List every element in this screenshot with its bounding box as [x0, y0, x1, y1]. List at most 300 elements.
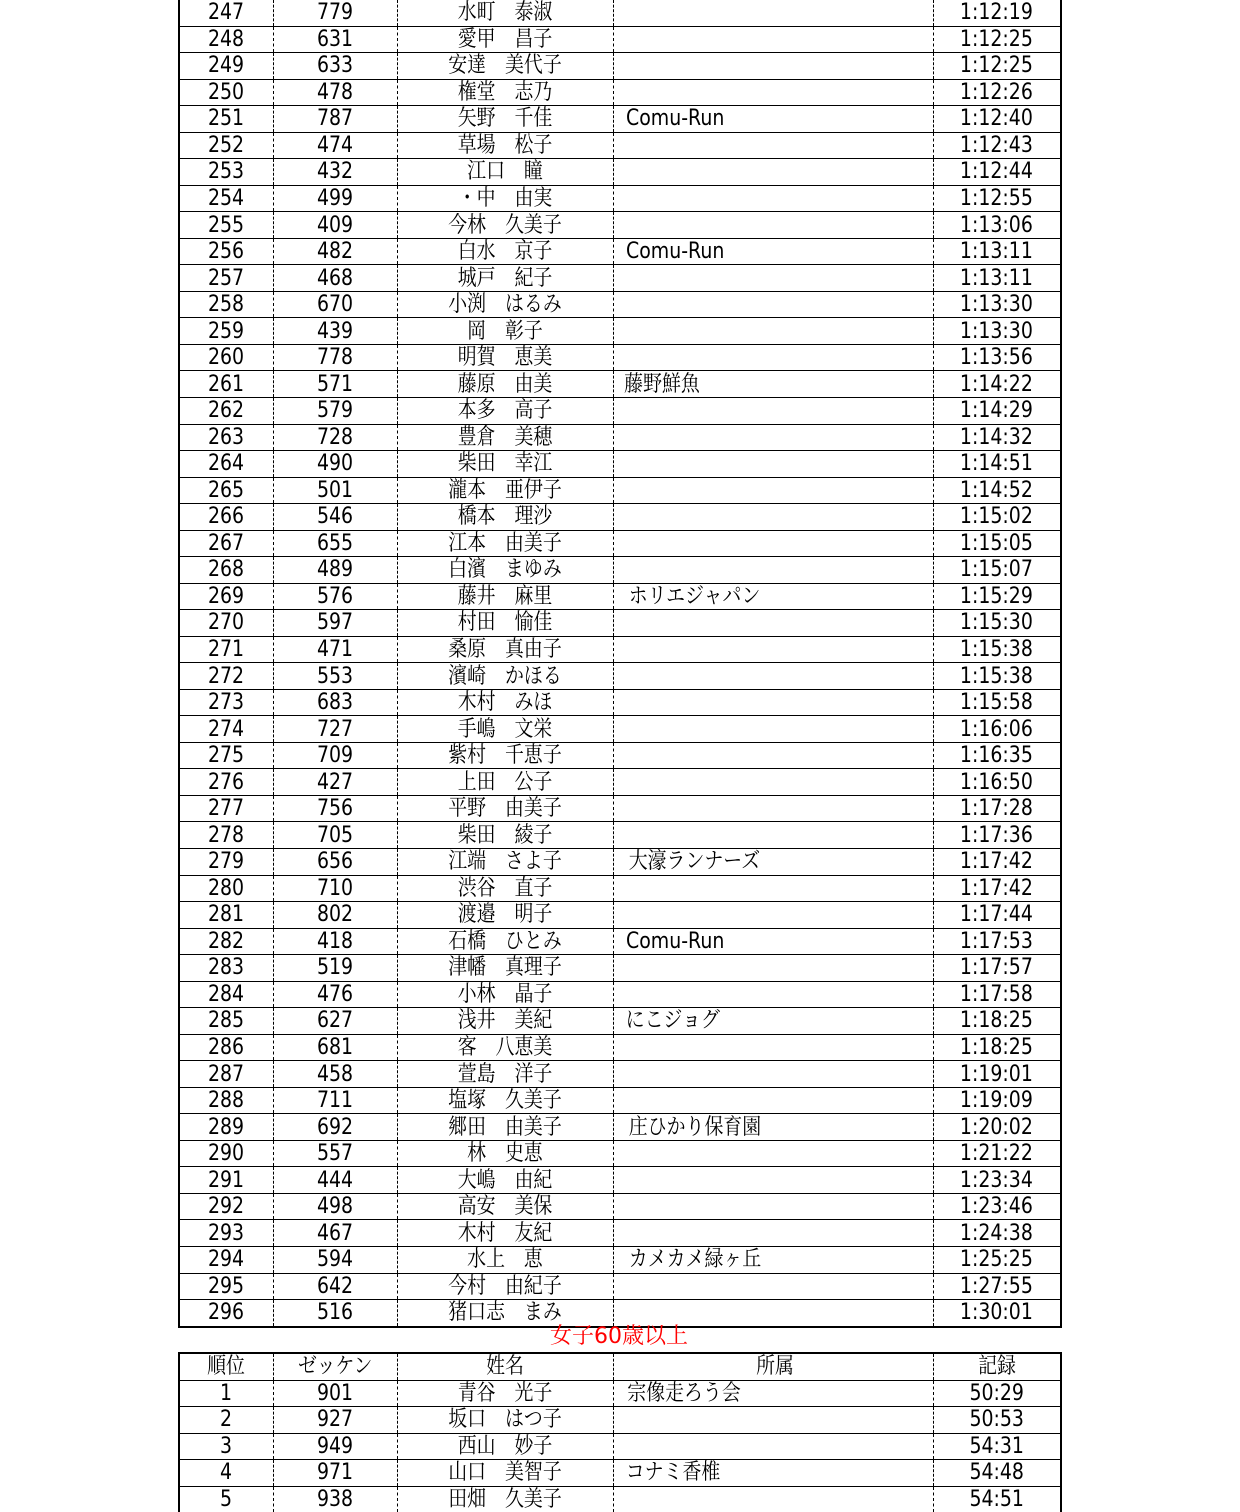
bib-text: 478 — [316, 79, 354, 105]
time-text: 54:48 — [969, 1460, 1025, 1486]
cell-rank — [179, 1114, 273, 1141]
cell-time — [933, 79, 1061, 106]
cell-club — [613, 1140, 933, 1167]
cell-time — [933, 822, 1061, 849]
cell-name — [397, 742, 613, 769]
cell-rank — [179, 344, 273, 371]
cell-name — [397, 1380, 613, 1407]
table-row — [179, 1193, 1061, 1220]
rank-text: 254 — [208, 185, 245, 211]
rank-text: 263 — [208, 424, 245, 450]
table-row — [179, 636, 1061, 663]
bib-text: 802 — [316, 902, 354, 928]
cell-club — [613, 1061, 933, 1088]
cell-rank — [179, 795, 273, 822]
cell-time — [933, 981, 1061, 1008]
table-row — [179, 981, 1061, 1008]
bib-text: 458 — [316, 1061, 354, 1087]
table-row — [179, 1486, 1061, 1512]
cell-name — [397, 636, 613, 663]
header-time: 記録 — [933, 1353, 1061, 1380]
cell-rank — [179, 1300, 273, 1327]
name-text: 今林 久美子 — [448, 212, 562, 238]
cell-rank — [179, 318, 273, 345]
cell-club — [613, 1300, 933, 1327]
time-text: 1:14:51 — [960, 451, 1034, 477]
time-text: 1:19:09 — [960, 1088, 1034, 1114]
name-text: 本多 高子 — [457, 398, 553, 424]
cell-club — [613, 1380, 933, 1407]
name-text: 林 史恵 — [467, 1141, 543, 1167]
time-text: 1:12:19 — [960, 0, 1034, 26]
cell-club — [613, 1008, 933, 1035]
bib-text: 778 — [316, 345, 354, 371]
cell-bib — [273, 451, 397, 478]
bib-text: 670 — [316, 292, 354, 318]
cell-club — [613, 875, 933, 902]
table-row — [179, 1087, 1061, 1114]
rank-text: 279 — [208, 849, 245, 875]
cell-name — [397, 1300, 613, 1327]
table-row — [179, 1114, 1061, 1141]
name-text: ・中 由実 — [457, 185, 553, 211]
cell-club — [613, 1167, 933, 1194]
table-row — [179, 610, 1061, 637]
cell-time — [933, 955, 1061, 982]
rank-text: 273 — [208, 690, 245, 716]
table-row — [179, 1167, 1061, 1194]
name-text: 白濱 まゆみ — [448, 557, 562, 583]
table-row — [179, 849, 1061, 876]
cell-time — [933, 557, 1061, 584]
bib-text: 471 — [316, 637, 354, 663]
section-title: 女子60歳以上 — [550, 1324, 688, 1349]
table-row — [179, 557, 1061, 584]
cell-bib — [273, 1008, 397, 1035]
cell-bib — [273, 0, 397, 26]
bib-text: 683 — [316, 690, 354, 716]
cell-club — [613, 795, 933, 822]
cell-name — [397, 265, 613, 292]
cell-rank — [179, 1140, 273, 1167]
rank-text: 281 — [208, 902, 245, 928]
over60-table-body — [179, 1353, 1061, 1512]
cell-rank — [179, 610, 273, 637]
bib-text: 927 — [316, 1407, 354, 1433]
bib-text: 467 — [316, 1220, 354, 1246]
cell-club — [613, 477, 933, 504]
table-row — [179, 424, 1061, 451]
cell-name — [397, 875, 613, 902]
cell-name — [397, 212, 613, 239]
name-text: 城戸 紀子 — [457, 265, 553, 291]
results-table — [178, 0, 1062, 1328]
time-text: 1:16:50 — [960, 769, 1034, 795]
cell-name — [397, 1087, 613, 1114]
cell-bib — [273, 1380, 397, 1407]
name-text: 田畑 久美子 — [448, 1486, 562, 1512]
cell-rank — [179, 1380, 273, 1407]
cell-club — [613, 371, 933, 398]
cell-bib — [273, 238, 397, 265]
cell-name — [397, 1273, 613, 1300]
rank-text: 269 — [208, 583, 245, 609]
cell-time — [933, 424, 1061, 451]
bib-text: 705 — [316, 822, 354, 848]
time-text: 1:15:30 — [960, 610, 1034, 636]
cell-time — [933, 53, 1061, 80]
cell-time — [933, 106, 1061, 133]
name-text: 橋本 理沙 — [457, 504, 553, 530]
club-text: にこジョグ — [625, 1008, 720, 1034]
time-text: 1:17:53 — [960, 928, 1034, 954]
cell-bib — [273, 397, 397, 424]
cell-time — [933, 1193, 1061, 1220]
bib-text: 787 — [316, 106, 354, 132]
cell-rank — [179, 902, 273, 929]
cell-bib — [273, 636, 397, 663]
name-text: 高安 美保 — [457, 1194, 553, 1220]
rank-text: 248 — [208, 26, 245, 52]
over60-results-table — [178, 1352, 1062, 1512]
bib-text: 474 — [316, 132, 354, 158]
table-row — [179, 1433, 1061, 1460]
cell-bib — [273, 291, 397, 318]
cell-bib — [273, 344, 397, 371]
cell-name — [397, 79, 613, 106]
cell-time — [933, 1486, 1061, 1512]
bib-text: 949 — [316, 1433, 354, 1459]
name-text: 西山 妙子 — [457, 1433, 553, 1459]
bib-text: 499 — [316, 185, 354, 211]
cell-club — [613, 1273, 933, 1300]
bib-text: 519 — [316, 955, 354, 981]
name-text: 小渕 はるみ — [448, 292, 562, 318]
cell-time — [933, 291, 1061, 318]
cell-club — [613, 1034, 933, 1061]
cell-rank — [179, 849, 273, 876]
rank-text: 270 — [208, 610, 245, 636]
cell-time — [933, 159, 1061, 186]
cell-name — [397, 106, 613, 133]
cell-club — [613, 1193, 933, 1220]
rank-text: 286 — [208, 1034, 245, 1060]
cell-club — [613, 849, 933, 876]
cell-rank — [179, 530, 273, 557]
cell-club — [613, 610, 933, 637]
cell-time — [933, 530, 1061, 557]
cell-time — [933, 849, 1061, 876]
cell-name — [397, 557, 613, 584]
cell-name — [397, 1486, 613, 1512]
bib-text: 633 — [316, 53, 354, 79]
bib-text: 656 — [316, 849, 354, 875]
table-row — [179, 212, 1061, 239]
cell-club — [613, 318, 933, 345]
cell-rank — [179, 822, 273, 849]
name-text: 柴田 幸江 — [457, 451, 553, 477]
bib-text: 476 — [316, 981, 354, 1007]
cell-rank — [179, 132, 273, 159]
cell-rank — [179, 742, 273, 769]
table-row — [179, 504, 1061, 531]
cell-name — [397, 424, 613, 451]
time-text: 1:21:22 — [960, 1141, 1034, 1167]
cell-time — [933, 716, 1061, 743]
cell-name — [397, 981, 613, 1008]
cell-club — [613, 742, 933, 769]
cell-time — [933, 902, 1061, 929]
cell-bib — [273, 849, 397, 876]
cell-bib — [273, 477, 397, 504]
table-row — [179, 689, 1061, 716]
rank-text: 267 — [208, 530, 245, 556]
cell-club — [613, 79, 933, 106]
bib-text: 631 — [316, 26, 354, 52]
cell-bib — [273, 132, 397, 159]
rank-text: 255 — [208, 212, 245, 238]
rank-text: 276 — [208, 769, 245, 795]
header-rank: 順位 — [179, 1353, 273, 1380]
club-text: 藤野鮮魚 — [623, 371, 700, 397]
time-text: 1:13:56 — [960, 345, 1034, 371]
cell-bib — [273, 610, 397, 637]
bib-text: 439 — [316, 318, 354, 344]
table-row — [179, 1380, 1061, 1407]
cell-club — [613, 1087, 933, 1114]
bib-text: 546 — [316, 504, 354, 530]
table-row — [179, 106, 1061, 133]
cell-bib — [273, 424, 397, 451]
bib-text: 432 — [316, 159, 354, 185]
cell-name — [397, 1140, 613, 1167]
cell-rank — [179, 1407, 273, 1434]
cell-bib — [273, 1460, 397, 1487]
cell-rank — [179, 212, 273, 239]
cell-name — [397, 1460, 613, 1487]
table-header-row — [179, 1353, 1061, 1380]
name-text: 津幡 真理子 — [448, 955, 562, 981]
bib-text: 418 — [316, 928, 354, 954]
cell-club — [613, 53, 933, 80]
name-text: 桑原 真由子 — [448, 637, 562, 663]
cell-club — [613, 663, 933, 690]
cell-club — [613, 106, 933, 133]
cell-bib — [273, 159, 397, 186]
time-text: 1:16:35 — [960, 743, 1034, 769]
cell-club — [613, 212, 933, 239]
rank-text: 293 — [208, 1220, 245, 1246]
cell-name — [397, 238, 613, 265]
cell-rank — [179, 955, 273, 982]
cell-rank — [179, 1273, 273, 1300]
cell-bib — [273, 1220, 397, 1247]
time-text: 1:15:05 — [960, 530, 1034, 556]
cell-name — [397, 0, 613, 26]
table-row — [179, 79, 1061, 106]
table-row — [179, 1061, 1061, 1088]
rank-text: 287 — [208, 1061, 245, 1087]
bib-text: 779 — [316, 0, 354, 26]
rank-text: 264 — [208, 451, 245, 477]
time-text: 1:14:52 — [960, 477, 1034, 503]
time-text: 1:16:06 — [960, 716, 1034, 742]
time-text: 1:17:44 — [960, 902, 1034, 928]
cell-bib — [273, 583, 397, 610]
cell-name — [397, 1407, 613, 1434]
name-text: 郷田 由美子 — [448, 1114, 562, 1140]
name-text: 塩塚 久美子 — [448, 1088, 562, 1114]
table-row — [179, 1034, 1061, 1061]
name-text: 水上 恵 — [467, 1247, 543, 1273]
cell-time — [933, 185, 1061, 212]
cell-bib — [273, 742, 397, 769]
cell-name — [397, 716, 613, 743]
time-text: 1:17:42 — [960, 875, 1034, 901]
rank-text: 285 — [208, 1008, 245, 1034]
time-text: 1:18:25 — [960, 1034, 1034, 1060]
cell-rank — [179, 53, 273, 80]
cell-name — [397, 1220, 613, 1247]
name-text: 安達 美代子 — [448, 53, 562, 79]
cell-club — [613, 1433, 933, 1460]
cell-bib — [273, 1034, 397, 1061]
table-row — [179, 318, 1061, 345]
rank-text: 247 — [208, 0, 245, 26]
header-bib: ゼッケン — [273, 1353, 397, 1380]
rank-text: 271 — [208, 637, 245, 663]
table-row — [179, 716, 1061, 743]
cell-club — [613, 451, 933, 478]
rank-text: 258 — [208, 292, 245, 318]
cell-bib — [273, 1273, 397, 1300]
cell-rank — [179, 26, 273, 53]
cell-time — [933, 1300, 1061, 1327]
cell-time — [933, 238, 1061, 265]
time-text: 50:53 — [969, 1407, 1025, 1433]
name-text: 萱島 洋子 — [457, 1061, 553, 1087]
cell-time — [933, 1407, 1061, 1434]
cell-time — [933, 1460, 1061, 1487]
cell-bib — [273, 902, 397, 929]
cell-time — [933, 504, 1061, 531]
results-table-body — [179, 0, 1061, 1327]
table-row — [179, 185, 1061, 212]
cell-rank — [179, 397, 273, 424]
time-text: 1:13:11 — [960, 239, 1034, 265]
cell-bib — [273, 981, 397, 1008]
club-text: カメカメ緑ヶ丘 — [628, 1247, 761, 1273]
cell-time — [933, 1220, 1061, 1247]
cell-time — [933, 769, 1061, 796]
rank-text: 288 — [208, 1088, 245, 1114]
cell-club — [613, 530, 933, 557]
name-text: 江口 瞳 — [467, 159, 543, 185]
time-text: 1:15:02 — [960, 504, 1034, 530]
rank-text: 295 — [208, 1273, 245, 1299]
table-row — [179, 822, 1061, 849]
name-text: 上田 公子 — [457, 769, 553, 795]
cell-name — [397, 1061, 613, 1088]
time-text: 1:12:40 — [960, 106, 1034, 132]
time-text: 1:12:43 — [960, 132, 1034, 158]
time-text: 1:23:34 — [960, 1167, 1034, 1193]
name-text: 客 八恵美 — [457, 1034, 553, 1060]
table-row — [179, 0, 1061, 26]
time-text: 1:13:06 — [960, 212, 1034, 238]
bib-text: 490 — [316, 451, 354, 477]
cell-bib — [273, 689, 397, 716]
cell-club — [613, 902, 933, 929]
cell-rank — [179, 1034, 273, 1061]
cell-bib — [273, 26, 397, 53]
cell-club — [613, 583, 933, 610]
bib-text: 709 — [316, 743, 354, 769]
cell-time — [933, 1034, 1061, 1061]
time-text: 1:18:25 — [960, 1008, 1034, 1034]
bib-text: 627 — [316, 1008, 354, 1034]
cell-club — [613, 185, 933, 212]
time-text: 1:12:25 — [960, 26, 1034, 52]
cell-rank — [179, 371, 273, 398]
name-text: 明賀 恵美 — [457, 345, 553, 371]
cell-name — [397, 451, 613, 478]
rank-text: 274 — [208, 716, 245, 742]
cell-bib — [273, 663, 397, 690]
table-row — [179, 132, 1061, 159]
cell-time — [933, 477, 1061, 504]
cell-name — [397, 26, 613, 53]
cell-bib — [273, 212, 397, 239]
bib-text: 557 — [316, 1141, 354, 1167]
cell-rank — [179, 636, 273, 663]
cell-rank — [179, 424, 273, 451]
cell-rank — [179, 583, 273, 610]
name-text: 白水 京子 — [457, 239, 553, 265]
bib-text: 642 — [316, 1273, 354, 1299]
name-text: 浅井 美紀 — [457, 1008, 553, 1034]
cell-bib — [273, 955, 397, 982]
name-text: 手嶋 文栄 — [457, 716, 553, 742]
club-text: Comu-Run — [625, 928, 724, 954]
rank-text: 284 — [208, 981, 245, 1007]
rank-text: 253 — [208, 159, 245, 185]
cell-bib — [273, 318, 397, 345]
bib-text: 427 — [316, 769, 354, 795]
cell-rank — [179, 1087, 273, 1114]
table-row — [179, 1300, 1061, 1327]
cell-bib — [273, 1407, 397, 1434]
cell-name — [397, 1433, 613, 1460]
rank-text: 290 — [208, 1141, 245, 1167]
rank-text: 259 — [208, 318, 245, 344]
cell-rank — [179, 265, 273, 292]
table-row — [179, 1460, 1061, 1487]
name-text: 権堂 志乃 — [457, 79, 553, 105]
club-text: Comu-Run — [625, 106, 724, 132]
cell-time — [933, 1114, 1061, 1141]
cell-name — [397, 53, 613, 80]
name-text: 小林 晶子 — [457, 981, 553, 1007]
time-text: 1:12:55 — [960, 185, 1034, 211]
cell-name — [397, 928, 613, 955]
cell-club — [613, 1486, 933, 1512]
cell-time — [933, 1167, 1061, 1194]
rank-text: 268 — [208, 557, 245, 583]
cell-name — [397, 769, 613, 796]
bib-text: 482 — [316, 239, 354, 265]
rank-text: 260 — [208, 345, 245, 371]
